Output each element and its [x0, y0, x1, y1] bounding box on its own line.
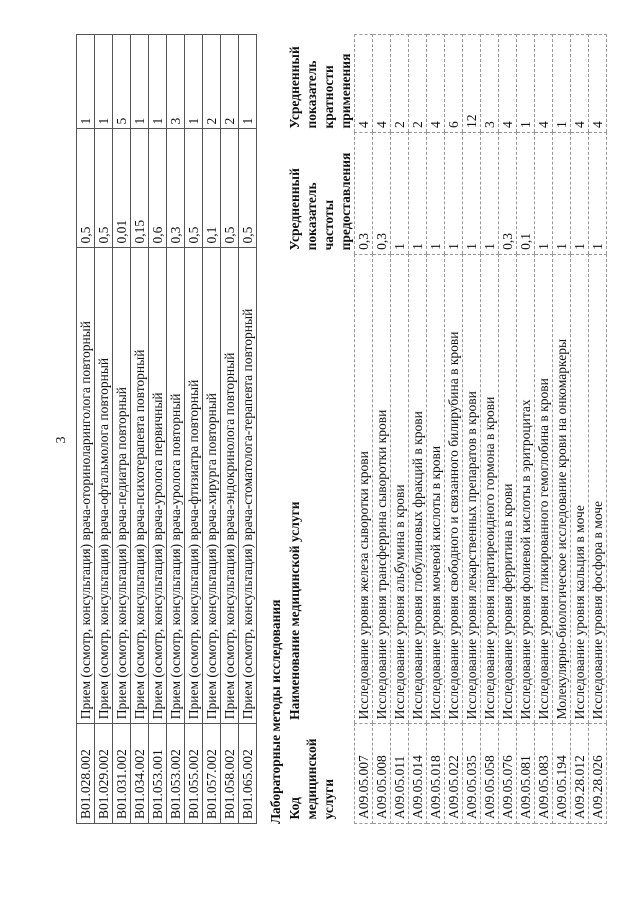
cell-multiplicity: 1	[239, 35, 257, 129]
header-code: Код медицинской услуги	[287, 738, 336, 820]
cell-name: Прием (осмотр, консультация) врача-хирурга повторный	[203, 248, 221, 724]
table-row	[535, 35, 553, 824]
cell-multiplicity: 1	[77, 35, 95, 129]
cell-frequency: 0,01	[113, 129, 131, 248]
cell-code: A09.05.008	[373, 724, 391, 824]
cell-code: A09.05.035	[463, 724, 481, 824]
lab-table-header	[286, 35, 355, 824]
cell-multiplicity: 4	[499, 35, 517, 133]
cell-code: A09.05.014	[409, 724, 427, 824]
table-row	[77, 35, 95, 824]
table-row	[113, 35, 131, 824]
table-row	[355, 35, 373, 824]
table-row	[445, 35, 463, 824]
cell-name: Исследование уровня лекарственных препаратов в крови	[463, 254, 481, 724]
cell-name: Прием (осмотр, консультация) врача-оториноларинголога повторный	[77, 248, 95, 724]
cell-multiplicity: 4	[373, 35, 391, 133]
header-frequency: Усредненный показатель частоты предоставления	[287, 152, 353, 251]
cell-frequency: 0,5	[221, 129, 239, 248]
cell-multiplicity: 2	[409, 35, 427, 133]
cell-multiplicity: 6	[445, 35, 463, 133]
cell-code: A09.28.026	[589, 724, 607, 824]
cell-name: Исследование уровня трансферрина сыворотки крови	[373, 254, 391, 724]
cell-multiplicity: 4	[589, 35, 607, 133]
table-row	[373, 35, 391, 824]
page-number: 3	[54, 436, 69, 444]
cell-code: B01.058.002	[221, 724, 239, 824]
cell-name: Прием (осмотр, консультация) врача-стоматолога-терапевта повторный	[239, 248, 257, 724]
cell-frequency: 0,15	[131, 129, 149, 248]
cell-code: A09.05.018	[427, 724, 445, 824]
cell-code: A09.05.011	[391, 724, 409, 824]
cell-multiplicity: 2	[391, 35, 409, 133]
cell-frequency: 0,1	[517, 133, 535, 255]
table-row	[95, 35, 113, 824]
cell-name: Исследование уровня альбумина в крови	[391, 254, 409, 724]
table-row	[463, 35, 481, 824]
cell-code: B01.028.002	[77, 724, 95, 824]
cell-frequency: 1	[589, 133, 607, 255]
cell-frequency: 0,5	[95, 129, 113, 248]
cell-code: A09.05.076	[499, 724, 517, 824]
cell-code: A09.05.081	[517, 724, 535, 824]
header-multiplicity: Усредненный показатель кратности применения	[287, 46, 353, 129]
cell-name: Прием (осмотр, консультация) врача-педиатра повторный	[113, 248, 131, 724]
header-name: Наименование медицинской услуги	[287, 501, 302, 720]
cell-code: B01.053.002	[167, 724, 185, 824]
cell-code: B01.053.001	[149, 724, 167, 824]
cell-frequency: 0,6	[149, 129, 167, 248]
cell-multiplicity: 3	[481, 35, 499, 133]
cell-name: Исследование уровня паратиреоидного гормона в крови	[481, 254, 499, 724]
cell-frequency: 1	[391, 133, 409, 255]
cell-name: Исследование уровня свободного и связанного билирубина в крови	[445, 254, 463, 724]
cell-frequency: 1	[463, 133, 481, 255]
table-row	[571, 35, 589, 824]
cell-code: B01.031.002	[113, 724, 131, 824]
cell-frequency: 1	[571, 133, 589, 255]
cell-multiplicity: 3	[167, 35, 185, 129]
cell-multiplicity: 2	[221, 35, 239, 129]
cell-name: Исследование уровня ферритина в крови	[499, 254, 517, 724]
cell-frequency: 1	[553, 133, 571, 255]
table-row	[185, 35, 203, 824]
table-row	[149, 35, 167, 824]
cell-multiplicity: 4	[427, 35, 445, 133]
visits-table	[76, 34, 257, 824]
cell-multiplicity: 4	[355, 35, 373, 133]
cell-frequency: 0,5	[185, 129, 203, 248]
cell-name: Прием (осмотр, консультация) врача-уролога повторный	[167, 248, 185, 724]
cell-name: Исследование уровня фолиевой кислоты в эритроцитах	[517, 254, 535, 724]
cell-multiplicity: 4	[571, 35, 589, 133]
cell-multiplicity: 1	[149, 35, 167, 129]
cell-frequency: 0,5	[239, 129, 257, 248]
cell-frequency: 0,5	[77, 129, 95, 248]
cell-code: A09.05.058	[481, 724, 499, 824]
table-row	[221, 35, 239, 824]
table-row	[481, 35, 499, 824]
table-row	[427, 35, 445, 824]
cell-code: A09.28.012	[571, 724, 589, 824]
cell-frequency: 1	[427, 133, 445, 255]
cell-name: Исследование уровня мочевой кислоты в крови	[427, 254, 445, 724]
cell-code: B01.055.002	[185, 724, 203, 824]
table-row	[131, 35, 149, 824]
cell-name: Исследование уровня железа сыворотки крови	[355, 254, 373, 724]
document-page	[50, 20, 610, 860]
table-row	[553, 35, 571, 824]
cell-frequency: 0,3	[355, 133, 373, 255]
cell-code: B01.034.002	[131, 724, 149, 824]
table-row	[239, 35, 257, 824]
cell-name: Исследование уровня фосфора в моче	[589, 254, 607, 724]
cell-multiplicity: 1	[517, 35, 535, 133]
table-row	[203, 35, 221, 824]
cell-name: Прием (осмотр, консультация) врача-уролога первичный	[149, 248, 167, 724]
cell-code: A09.05.022	[445, 724, 463, 824]
cell-multiplicity: 12	[463, 35, 481, 133]
table-row	[409, 35, 427, 824]
cell-frequency: 1	[445, 133, 463, 255]
cell-multiplicity: 1	[95, 35, 113, 129]
table-row	[391, 35, 409, 824]
cell-name: Исследование уровня гликированного гемоглобина в крови	[535, 254, 553, 724]
cell-name: Молекулярно-биологическое исследование крови на онкомаркеры	[553, 254, 571, 724]
cell-name: Прием (осмотр, консультация) врача-эндокринолога повторный	[221, 248, 239, 724]
cell-name: Прием (осмотр, консультация) врача-офтальмолога повторный	[95, 248, 113, 724]
cell-multiplicity: 5	[113, 35, 131, 129]
cell-code: A09.05.194	[553, 724, 571, 824]
cell-multiplicity: 1	[185, 35, 203, 129]
lab-section-title: Лабораторные методы исследования	[268, 599, 283, 824]
cell-multiplicity: 1	[131, 35, 149, 129]
lab-table	[286, 34, 607, 824]
cell-code: A09.05.083	[535, 724, 553, 824]
table-row	[589, 35, 607, 824]
cell-frequency: 0,3	[167, 129, 185, 248]
cell-frequency: 1	[535, 133, 553, 255]
cell-frequency: 0,3	[499, 133, 517, 255]
cell-name: Исследование уровня кальция в моче	[571, 254, 589, 724]
cell-multiplicity: 2	[203, 35, 221, 129]
cell-name: Исследование уровня глобулиновых фракций в крови	[409, 254, 427, 724]
cell-multiplicity: 1	[553, 35, 571, 133]
cell-multiplicity: 4	[535, 35, 553, 133]
cell-code: B01.057.002	[203, 724, 221, 824]
cell-name: Прием (осмотр, консультация) врача-психотерапевта повторный	[131, 248, 149, 724]
cell-code: B01.029.002	[95, 724, 113, 824]
table-row	[517, 35, 535, 824]
cell-frequency: 1	[409, 133, 427, 255]
cell-frequency: 0,3	[373, 133, 391, 255]
cell-code: A09.05.007	[355, 724, 373, 824]
table-row	[499, 35, 517, 824]
table-row	[167, 35, 185, 824]
cell-name: Прием (осмотр, консультация) врача-фтизиатра повторный	[185, 248, 203, 724]
cell-frequency: 0,1	[203, 129, 221, 248]
cell-frequency: 1	[481, 133, 499, 255]
cell-code: B01.065.002	[239, 724, 257, 824]
